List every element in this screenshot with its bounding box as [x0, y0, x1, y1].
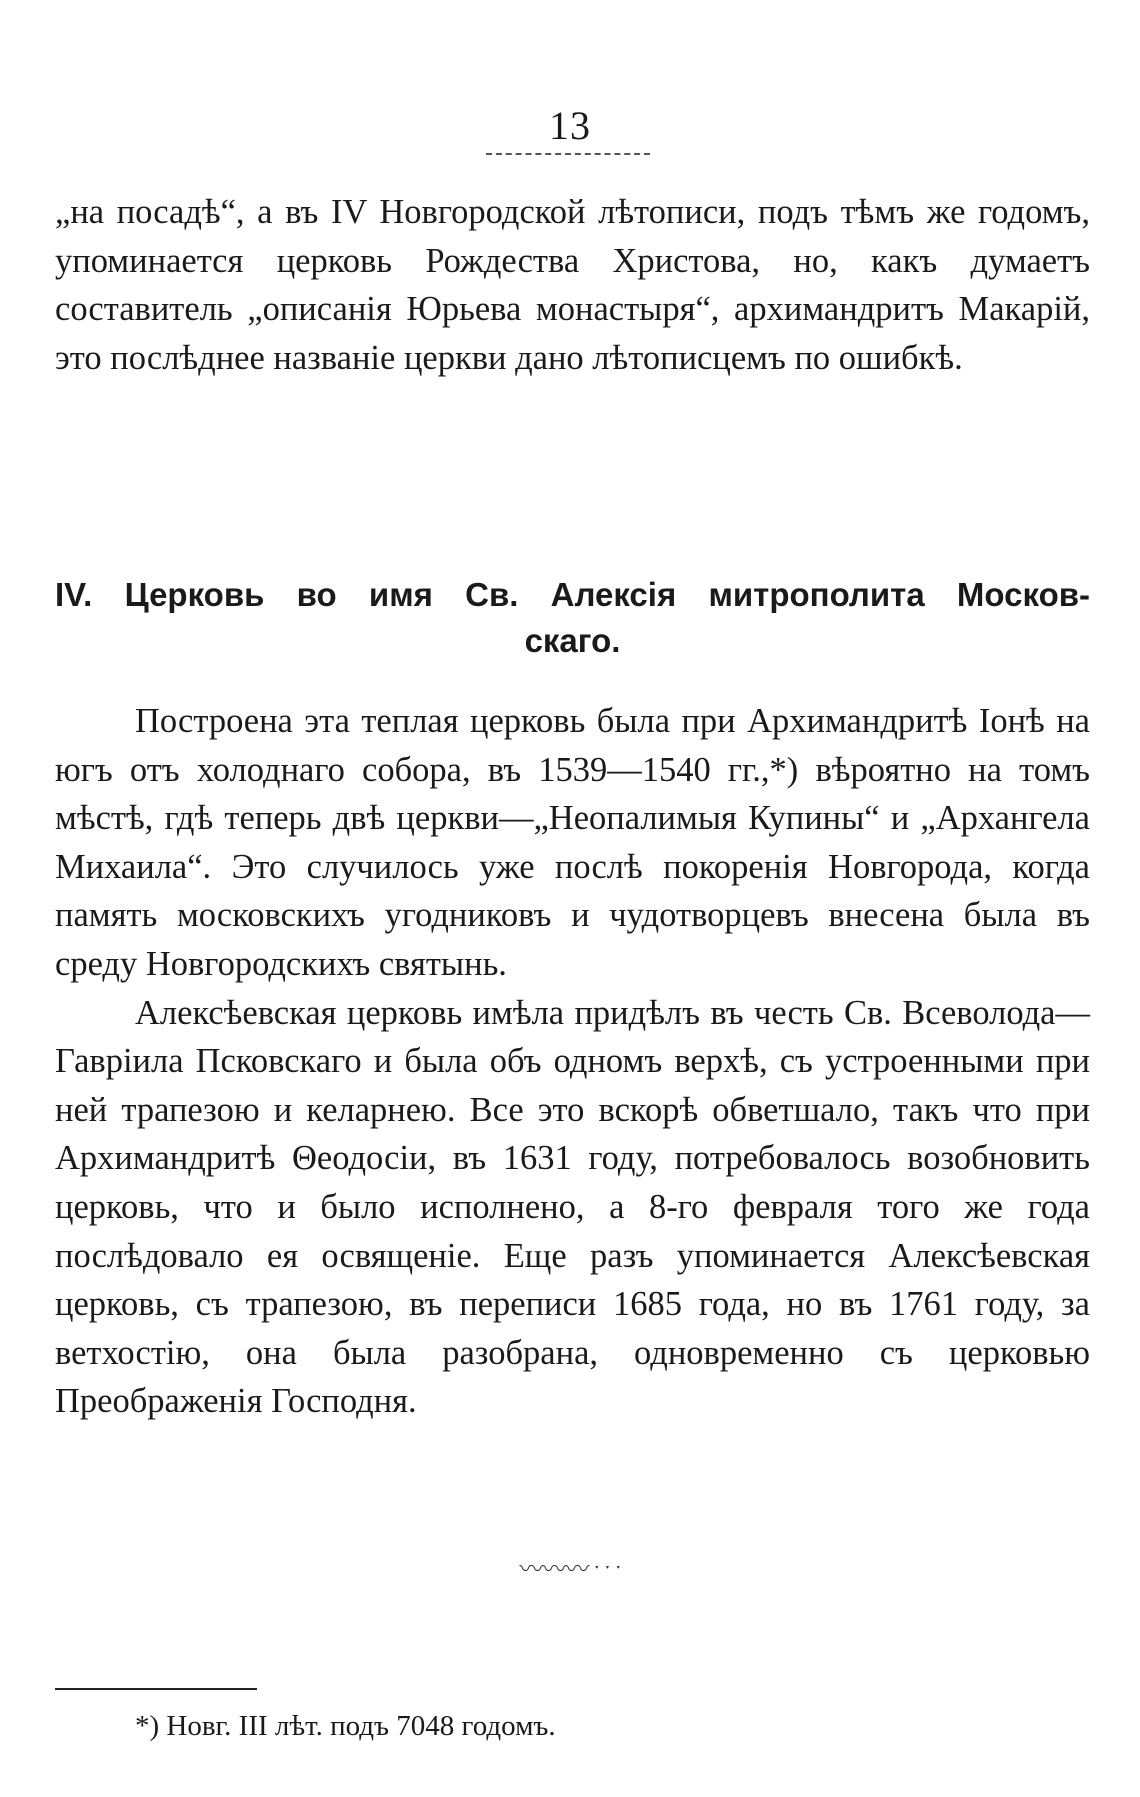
section-heading	[55, 572, 1090, 664]
section-heading-line1: IV. Церковь во имя Св. Алексія митрополита Москов-	[55, 576, 1090, 613]
section-paragraph-2: Алексѣевская церковь имѣла придѣлъ въ честь Св. Всеволода—Гавріила Псковскаго и была объ одномъ верхѣ, съ устроенными при ней трапезою и келарнею. Все это вскорѣ обветшало, такъ что при Архимандритѣ Θеодосіи, въ 1631 году, потребовалось возобновить церковь, что и было исполнено, а 8-го февраля того же года послѣдовало ея освященіе. Еще разъ упоминается Алексѣевская церковь, съ трапезою, въ переписи 1685 года, но въ 1761 году, за ветхостію, она была разобрана, одновременно съ церковью Преображенія Господня.	[55, 993, 1090, 1421]
section-heading-line2: скаго.	[524, 622, 621, 659]
continued-paragraph-block	[55, 188, 1090, 382]
section-end-ornament: 〰〰〰 ˑ ˑ ˑ	[519, 1557, 621, 1583]
continued-paragraph: „на посадѣ“, а въ IV Новгородской лѣтописи, подъ тѣмъ же годомъ, упоминается церковь Рождества Христова, но, какъ думаетъ составитель „описанія Юрьева монастыря“, архимандритъ Макарій, это послѣднее названіе церкви дано лѣтописцемъ по ошибкѣ.	[55, 193, 1090, 377]
footnote-rule	[55, 1688, 257, 1690]
page-number: 13	[549, 103, 591, 148]
section-paragraph-1: Построена эта теплая церковь была при Архимандритѣ Іонѣ на югъ отъ холоднаго собора, въ 1539—1540 гг.,*) вѣроятно на томъ мѣстѣ, гдѣ теперь двѣ церкви—„Неопалимыя Купины“ и „Архангела Михаила“. Это случилось уже послѣ покоренія Новгорода, когда память московскихъ угодниковъ и чудотворцевъ внесена была въ среду Новгородскихъ святынь.	[55, 702, 1090, 983]
page-number-rule	[486, 153, 650, 155]
footnote: *) Новг. III лѣт. подъ 7048 годомъ.	[135, 1710, 556, 1742]
section-body	[55, 697, 1090, 1426]
